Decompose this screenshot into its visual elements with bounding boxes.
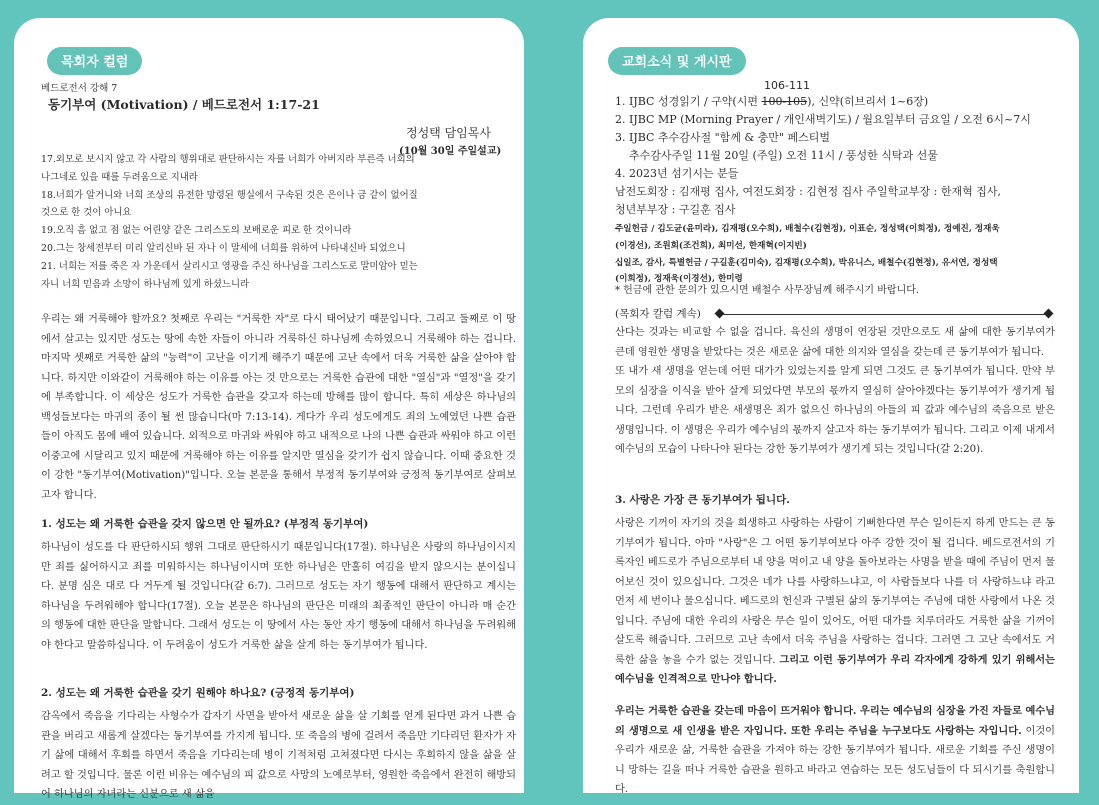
heading-love-motivation: 3. 사랑은 가장 큰 동기부여가 됩니다.	[615, 494, 790, 506]
paragraph-positive-motivation: 감옥에서 죽음을 기다리는 사형수가 갑자기 사면을 받아서 새로운 삶을 살 기회를 얻게 된다면 과거 나쁜 습관을 버리고 새롭게 살겠다는 동기부여를 가지게 됩니다. 또 죽음의 병에 걸려서 죽음만 기다리던 환자가 자기 삶에 대해서 후회를 하면서 죽음을 기다리는데 병이 기적처럼 고쳐졌다면 다시는 후회하지 않을 삶을 살려고 할 것입니다. 물론 이런 비유는 예수님의 피 값으로 사망의 노예로부터, 영원한 죽음에서 완전히 해방되어 하나님의 자녀라는 신분으로 새 삶을	[41, 711, 516, 800]
paragraph-negative-motivation: 하나님이 성도를 다 판단하시되 행위 그대로 판단하시기 때문입니다(17절). 하나님은 사랑의 하나님이시지만 죄를 싫어하시고 죄를 미워하시는 하나님이시며 또한 하나님은 만홀히 여김을 받지 않으시는 분이십니다. 분명 심은 대로 다 거두게 될 것입니다(갈 6:7). 그러므로 성도는 자기 행동에 대해서 판단하고 계시는 하나님을 두려워해야 합니다(17절). 오늘 본문은 하나님의 판단은 미래의 최종적인 판단이 아니라 매 순간의 행동에 대한 판단을 말합니다. 그래서 성도는 이 땅에서 사는 동안 자기 행동에 대해서 하나님을 두려워해야 한다고 말씀하십니다. 이 두려움이 성도가 거룩한 삶을 살게 하는 동기부여가 됩니다.	[41, 542, 516, 651]
verse-line: 것으로 한 것이 아니요	[41, 207, 132, 219]
paragraph-text: 사랑은 기꺼이 자기의 것을 희생하고 사랑하는 사람이 기뻐한다면 무슨 일이든지 하게 만드는 큰 동기부여가 됩니다. 아마 "사랑"은 그 어떤 동기부여보다 아주 강한 것이 될 겁니다. 베드로전서의 기록자인 베드로가 주님으로부터 내 양을 먹이고 내 양을 돌아보라는 사명을 받을 때에 주님이 먼저 물어보신 것이 있으십니다. 그것은 네가 나를 사랑하느냐고, 이 사람들보다 나를 더 사랑하느냐 라고 먼저 세 번이나 물으십니다. 베드로의 헌신과 구별된 삶의 동기부여는 주님에 대한 사랑에서 나온 것입니다. 주님에 대한 우리의 사랑은 무슨 일이 있어도, 어떤 대가를 치루더라도 거룩한 삶을 기꺼이 살도록 해줍니다. 그러므로 고난 속에서 더욱 주님을 사랑하는 겁니다. 그러면 그 고난 속에서도 거룩한 삶을 놓을 수가 없는 것입니다.	[615, 518, 1055, 666]
column-continued-label: (목회자 칼럼 계속)	[615, 308, 701, 320]
sermon-title: 동기부여 (Motivation) / 베드로전서 1:17-21	[48, 97, 320, 112]
news-item-servants-detail: 청년부부장 : 구길훈 집사	[615, 203, 736, 216]
heading-negative-motivation: 1. 성도는 왜 거룩한 습관을 갖지 않으면 안 될까요? (부정적 동기부여)	[41, 518, 369, 530]
verse-line: 20.그는 창세전부터 미리 알리신바 된 자나 이 말세에 너희를 위하여 나타내신바 되었으니	[41, 242, 406, 254]
emphasis-text: 우리는 거룩한 습관을 갖는데 마음이 뜨거워야 합니다. 우리는 예수님의 심장을 가진 자들로 예수님의 생명으로 새 인생을 받은 자입니다. 또한 우리는 주님을 누구보다도 사랑하는 자입니다.	[615, 705, 1055, 737]
right-page	[583, 18, 1079, 793]
heading-positive-motivation: 2. 성도는 왜 거룩한 습관을 갖기 원해야 하나요? (긍정적 동기부여)	[41, 687, 355, 699]
verse-line: 17.외모로 보시지 않고 각 사람의 행위대로 판단하시는 자를 너희가 아버지라 부른즉 너희의	[41, 154, 415, 165]
closing-paragraph	[615, 702, 1055, 800]
left-page	[14, 18, 524, 800]
verse-line: 21. 너희는 저를 죽은 자 가운데서 살리시고 영광을 주신 하나님을 그리스도로 말미암아 믿는	[41, 260, 418, 272]
divider-line	[723, 314, 1048, 315]
news-text: 1. IJBC 성경읽기 / 구약(시편	[615, 95, 762, 108]
news-item-bible-reading	[615, 95, 928, 109]
paragraph-love-motivation	[615, 514, 1055, 690]
verse-line: 자니 너희 믿음과 소망이 하나님께 있게 하셨느니라	[41, 278, 250, 290]
offering-list	[615, 221, 1000, 288]
news-item-servants: 4. 2023년 섬기시는 분들	[615, 167, 739, 180]
verse-line: 나그네로 있을 때를 두려움으로 지내라	[41, 171, 198, 183]
offering-line: (이경선), 조원회(조건희), 최미선, 한재혁(이지빈)	[615, 240, 807, 251]
page-edge-strip	[1079, 0, 1099, 793]
news-text: ), 신약(히브리서 1~6장)	[807, 95, 929, 108]
sermon-series: 베드로전서 강해 7	[41, 83, 118, 94]
offering-line: 십일조, 감사, 특별헌금 / 구길훈(김미숙), 김재평(오수희), 박유니스, 배철수(김현정), 유서연, 정성택	[615, 257, 998, 268]
struck-range: 100-105	[761, 95, 808, 108]
emphasis-text: 그리고 이런 동기부여가 우리 각자에게 강하게 있기 위해서는 예수님을 인격적으로 만나야 합니다.	[615, 653, 1055, 685]
divider-diamond-right	[1044, 309, 1054, 319]
sermon-author: 정성택 담임목사	[406, 126, 491, 140]
continued-paragraph: 산다는 것과는 비교할 수 없을 겁니다. 육신의 생명이 연장된 것만으로도 새 삶에 대한 동기부여가 큰데 영원한 생명을 받았다는 것은 새로운 삶에 대한 의지와 열심을 갖는데 큰 동기부여가 됩니다. 또 내가 새 생명을 얻는데 어떤 대가가 있었는지를 알게 되면 그것도 큰 동기부여가 됩니다. 만약 부모의 심장을 이식을 받아 살게 되었다면 부모의 몫까지 열심히 살아야겠다는 동기부여가 생기게 됩니다. 그런데 우리가 받은 새생명은 죄가 없으신 하나님의 아들의 피 값과 예수님의 죽음으로 받은 생명입니다. 이 생명은 우리가 예수님의 몫까지 살고자 하는 동기부여가 됩니다. 그리고 이제 내게서 예수님의 모습이 나타나야 된다는 강한 동기부여가 생기게 되는 것입니다(갈 2:20).	[615, 327, 1055, 455]
scripture-passage	[41, 151, 516, 293]
paragraph-text: 이것이 우리가 새로운 삶, 거룩한 습관을 가져야 하는 강한 동기부여가 됩니다. 새로운 기회를 주신 생명이니 망하는 길을 떠나 거룩한 습관을 원하고 바라고 연습하는 모든 성도님들이 다 되시기를 축원합니다.	[615, 725, 1056, 795]
offering-line: 주일헌금 / 김도균(윤미라), 김재평(오수희), 배철수(김현정), 이표순, 정성택(이희정), 정예진, 정재욱	[615, 224, 1000, 234]
news-item-thanksgiving-detail: 추수감사주일 11월 20일 (주일) 오전 11시 / 풍성한 식탁과 선물	[629, 149, 938, 162]
news-item-thanksgiving: 3. IJBC 추수감사절 "함께 & 충만" 페스티벌	[615, 131, 830, 144]
verse-line: 18.너희가 알거니와 너희 조상의 유전한 망령된 행실에서 구속된 것은 은이나 금 같이 없어질	[41, 189, 418, 201]
news-item-servants-detail: 남전도회장 : 김재평 집사, 여전도회장 : 김현정 집사 주일학교부장 : 한재혁 집사,	[615, 185, 1001, 198]
column-section-tag: 목회자 컬럼	[47, 47, 142, 75]
news-section-tag: 교회소식 및 게시판	[608, 47, 746, 75]
offering-note: * 헌금에 관한 문의가 있으시면 배철수 사무장님께 해주시기 바랍니다.	[615, 285, 920, 296]
news-item-morning-prayer: 2. IJBC MP (Morning Prayer / 개인새벽기도) / 월요일부터 금요일 / 오전 6시~7시	[615, 113, 1031, 126]
intro-paragraph: 우리는 왜 거룩해야 할까요? 첫째로 우리는 "거룩한 자"로 다시 태어났기 때문입니다. 그리고 둘째로 이 땅에서 살고는 있지만 성도는 땅에 속한 자들이 아니라 거룩하신 하나님께 속하였으니 거룩해야 하는 겁니다. 마지막 셋째로 거룩한 삶의 "능력"이 고난을 이기게 해주기 때문에 고난 속에서 더욱 거룩한 삶을 살아야 합니다. 하지만 이와같이 거룩해야 하는 이유를 아는 것 만으로는 거룩한 습관에 대한 "열심"과 "열정"을 갖기에 부족합니다. 이 세상은 성도가 거룩한 습관을 갖고자 하는데 방해를 많이 합니다. 특히 세상은 하나님의 백성들보다는 마귀의 종이 될 썬 많습니다(마 7:13-14). 게다가 우리 성도에게도 죄의 노예였던 나쁜 습관들이 아직도 몸에 배여 있습니다. 외적으로 마귀와 싸워야 하고 내적으로 나의 나쁜 습관과 싸워야 하고 이런 이중고에 시달리고 있지 때문에 거룩해야 하는 이유를 알지만 열심을 갖기가 쉽지 않습니다. 이때 중요한 것이 강한 "동기부여(Motivation)"입니다. 오늘 본문을 통해서 부정적 동기부여와 긍정적 동기부여로 살펴보고자 합니다.	[41, 314, 516, 501]
handwritten-correction: 106-111	[764, 79, 810, 92]
offering-line: (이희정), 정재욱(이경선), 한미령	[615, 274, 743, 285]
verse-line: 19.오직 흠 없고 점 없는 어린양 같은 그리스도의 보배로운 피로 한 것이니라	[41, 225, 352, 237]
sermon-date: (10월 30일 주일설교)	[399, 146, 502, 157]
